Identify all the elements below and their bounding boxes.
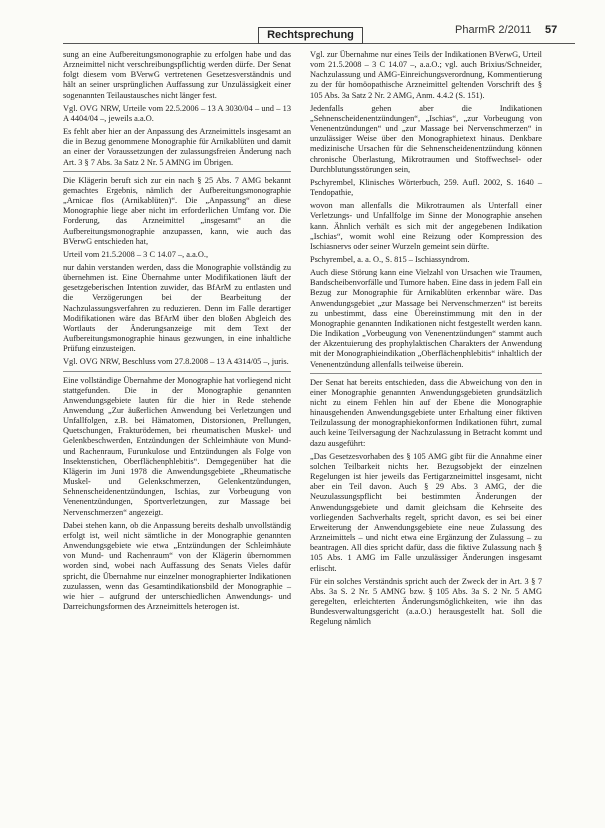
section-title: Rechtsprechung — [258, 27, 363, 44]
page-header — [0, 0, 605, 46]
page-number: 57 — [545, 24, 558, 36]
paragraph: Jedenfalls gehen aber die Indikationen „Sehnenscheidenentzündungen“, „Ischias“, „zur Vorbeugung von Venenentzündungen“ und „zur Massage bei Nervenschmerzen“ in unzulässiger Weise über den Monographietext hinaus. Denkbare medizinische Ursachen für die Sehnenscheidenentzündung können chronische Überlastung, Mikrotraumen und Stoffwechsel- oder Durchblutungsstörungen sein, — [310, 103, 542, 174]
paragraph: Die Klägerin beruft sich zur ein nach § 25 Abs. 7 AMG bekannt gemachtes Ergebnis, nämlich der Aufbereitungsmonographie „Arnicae flos (Arnikablüten)“. Die „Anpassung“ an diese Monographie liege aber nicht im erforderlichen Umfang vor. Die Forderung, das Arzneimittel „insgesamt“ an die Aufbereitungsmonographie anzupassen, kann, wie auch das BVerwG entschieden hat, — [63, 175, 291, 246]
paragraph: Auch diese Störung kann eine Vielzahl von Ursachen wie Traumen, Bandscheibenvorfälle und Tumore haben. Eine dass in jedem Fall ein Bezug zur Monographie für Arnikablüten erkennbar wäre. Das Anwendungsgebiet „zur Massage bei Nervenschmerzen“ ist bereits zu unbestimmt, dass eine Übereinstimmung mit den in der Monographie genannten Indikationen nicht festgestellt werden kann. Die Indikation „Vorbeugung von Venenentzündungen“ stammt auch der Akzentuierung des prophylaktischen Charakters der Anwendung mit der Monographieindikation „Oberflächenphlebitis“ inhaltlich der Venenentzündung allenfalls teilweise überein. — [310, 268, 542, 369]
paragraph: „Das Gesetzesvorhaben des § 105 AMG gibt für die Annahme einer solchen Teilbarkeit nichts her. Bezugsobjekt der einzelnen Regelungen ist hier jeweils das Fertigarzneimittel insgesamt, nicht aber ein Teil davon. Auch § 29 Abs. 3 AMG, der die Neuzulassungspflicht bei bestimmten Änderungen der Anwendungsgebiete und damit gleichsam die Kehrseite des vorliegenden Sachverhalts regelt, spricht davon, es sei bei einer Erweiterung der Anwendungsgebiete eine neue Zulassung des Arzneimittels – und nicht etwa eine Ergänzung der Zulassung – zu beantragen. All dies spricht dafür, dass die fiktive Zulassung nach § 105 Abs. 1 AMG im Falle unzulässiger Änderungen insgesamt erlischt. — [310, 451, 542, 573]
paragraph: Urteil vom 21.5.2008 – 3 C 14.07 –, a.a.O., — [63, 249, 209, 259]
paragraph: nur dahin verstanden werden, dass die Monographie vollständig zu übernehmen ist. Eine Übernahme unter Modifikationen läuft der gesetzgeberischen Intention zuwider, das BfArM zu entlasten und die Verzögerungen bei der Bearbeitung der Nachzulassungsverfahren zu reduzieren. Denn im Falle derartiger Modifikationen wäre das BfArM über den bloßen Abgleich des Wortlauts der Änderungsanzeige mit dem Text der Aufbereitungsmonographie hinaus gezwungen, in eine inhaltliche Prüfung einzusteigen. — [63, 262, 291, 354]
paragraph: Vgl. zur Übernahme nur eines Teils der Indikationen BVerwG, Urteil vom 21.5.2008 – 3 C 14.07 –, a.a.O.; vgl. auch Brixius/Schneider, Nachzulassung und AMG-Einreichungsverordnung, Kommentierung zu der für homöopathische Arzneimittel geltenden Vorschrift des § 105 Abs. 3a Satz 2 Nr. 2 AMG, Anm. 4.4.2 (S. 151). — [310, 50, 542, 100]
paragraph: Eine vollständige Übernahme der Monographie hat vorliegend nicht stattgefunden. Die in der Monographie genannten Anwendungsgebiete lauten für die hier in Rede stehende Anwendung „Zur äußerlichen Anwendung bei Verletzungen und Unfallfolgen, z.B. bei Hämatomen, Distorsionen, Prellungen, Quetschungen, Frakturödemen, bei rheumatischen Muskel- und Gelenkbeschwerden, Entzündungen der Schleimhäute von Mund- und Rachenraum, Furunkulose und Entzündungen als Folge von Insektenstichen, Oberflächenphlebitis“. Demgegenüber hat die Klägerin im Juni 1978 die Anwendungsgebiete „Rheumatische Muskel- und Gelenkschmerzen, Gelenkentzündungen, Sehnenscheidenentzündungen, Ischias, zur Vorbeugung von Venenentzündungen, Sportverletzungen, zur Massage bei Nervenschmerzen“ angezeigt. — [63, 375, 291, 517]
paragraph: Vgl. OVG NRW, Urteile vom 22.5.2006 – 13 A 3030/04 – und – 13 A 4404/04 –, jeweils a.a.O. — [63, 103, 291, 123]
paragraph: Pschyrembel, Klinisches Wörterbuch, 259. Aufl. 2002, S. 1640 – Tendopathie, — [310, 177, 542, 198]
journal-name: PharmR 2/2011 — [455, 24, 532, 36]
paragraph: Es fehlt aber hier an der Anpassung des Arzneimittels insgesamt an die in Bezug genommene Monographie für Arnikablüten und damit an einer der Voraussetzungen der zulassungsfreien Änderung nach Art. 3 § 7 Abs. 3a Satz 2 Nr. 5 AMNG im Übrigen. — [63, 127, 291, 167]
left-column — [63, 50, 291, 615]
paragraph: Vgl. OVG NRW, Beschluss vom 27.8.2008 – 13 A 4314/05 –, juris. — [63, 357, 289, 367]
right-column — [310, 50, 542, 630]
paragraph-divider — [63, 371, 291, 372]
paragraph: sung an eine Aufbereitungsmonographie zu erfolgen habe und das Arzneimittel nicht verschreibungspflichtig werden dürfe. Der Senat folgt diesem vom BVerwG vertretenen Gesetzesverständnis und hält an seiner ursprünglichen Auffassung zur Unzulässigkeit einer sogenannten Teilaustausches nicht länger fest. — [63, 50, 291, 100]
paragraph-divider — [63, 171, 291, 172]
paragraph: wovon man allenfalls die Mikrotraumen als Unterfall einer Verletzungs- und Unfallfolge im Sinne der Monographie ansehen kann. Ähnlich verhält es sich mit der angegebenen Indikation „Ischias“, womit wohl eine Reizung oder Kompression des Ischiasnervs oder seiner Wurzeln gemeint sein dürfte. — [310, 201, 542, 251]
paragraph-divider — [310, 373, 542, 374]
paragraph: Für ein solches Verständnis spricht auch der Zweck der in Art. 3 § 7 Abs. 3a S. 2 Nr. 5 AMNG bzw. § 105 Abs. 3a S. 2 Nr. 5 AMG geregelten, erleichterten Änderungsmöglichkeiten, wie ihn das Bundesverwaltungsgericht (a.a.O.) herausgestellt hat. Soll die Regelung nämlich — [310, 576, 542, 627]
paragraph: Der Senat hat bereits entschieden, dass die Abweichung von den in einer Monographie genannten Anwendungsgebieten grundsätzlich nicht zu einem Fehlen hin auf der Ebene die Monographie hinausgehenden Anwendungsgebiete unter Erhaltung einer fiktiven Teilzulassung der monographiekonformen Indikationen führt, zumal auch keine Teilversagung der Nachzulassung in Betracht kommt und dazu ausgeführt: — [310, 377, 542, 448]
paragraph: Pschyrembel, a. a. O., S. 815 – Ischiassyndrom. — [310, 254, 470, 264]
paragraph: Dabei stehen kann, ob die Anpassung bereits deshalb unvollständig erfolgt ist, weil nicht sämtliche in der Monographie genannten Anwendungsgebiete wie etwa „Entzündungen der Schleimhäute von Mund- und Rachenraum“ von der Klägerin übernommen worden sind, wobei nach Auffassung des Senats Vieles dafür spricht, die Übernahme nur einzelner monographierter Indikationen zuzulassen, wenn das Gesamtindikationsbild der Monographie – wie hier – aufgrund der unterschiedlichen Anwendungs- und Darreichungsformen des Arzneimittels heterogen ist. — [63, 520, 291, 611]
